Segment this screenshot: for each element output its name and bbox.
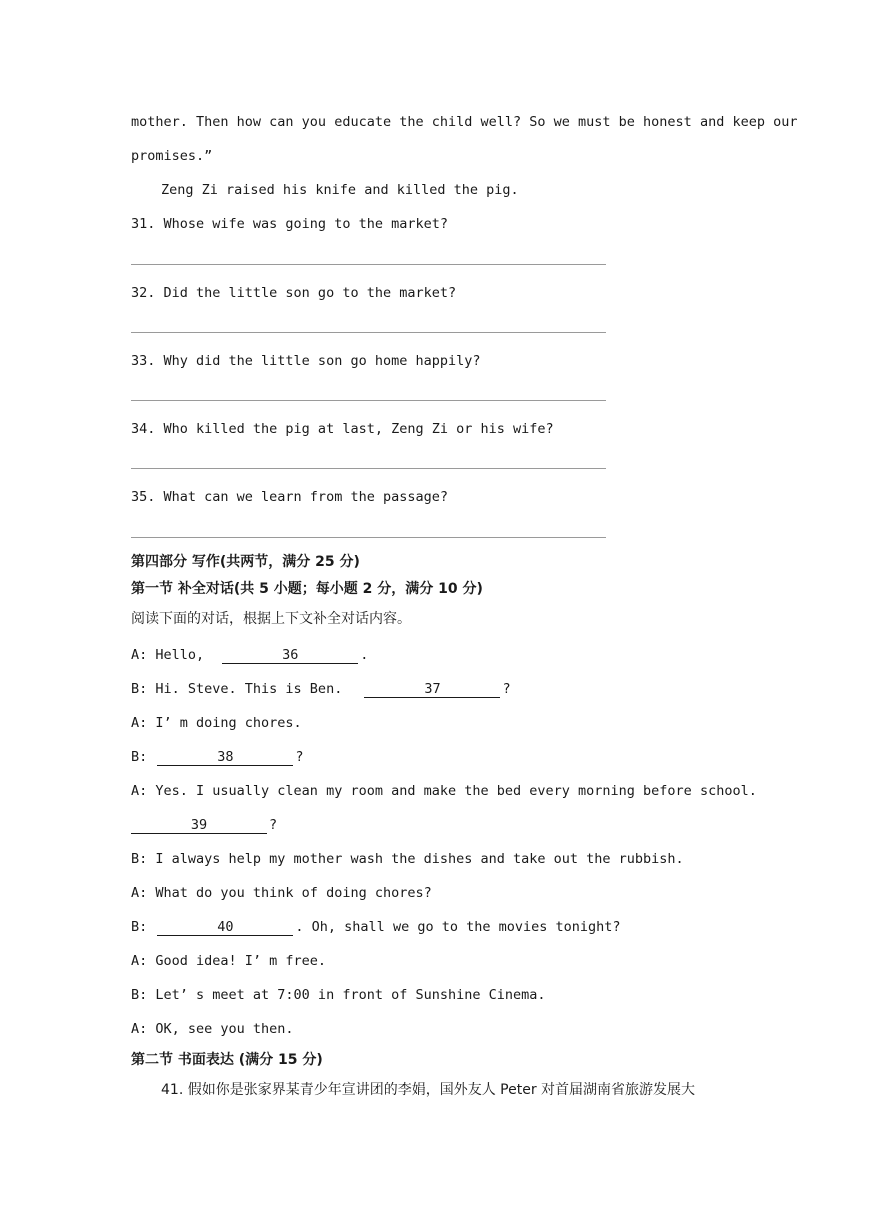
dialogue-line-4 xyxy=(131,748,304,766)
question-35: 35. What can we learn from the passage? xyxy=(131,489,448,505)
answer-line-32[interactable] xyxy=(131,332,606,333)
blank-37[interactable]: 37 xyxy=(364,682,500,698)
question-31: 31. Whose wife was going to the market? xyxy=(131,216,448,232)
section2-title: 第二节 书面表达 (满分 15 分) xyxy=(131,1052,323,1068)
dialogue-text: B: xyxy=(131,919,148,935)
dialogue-line-2 xyxy=(131,680,511,698)
dialogue-text: ? xyxy=(502,681,511,697)
dialogue-line-12: A: OK, see you then. xyxy=(131,1021,294,1037)
instruction: 阅读下面的对话，根据上下文补全对话内容。 xyxy=(131,611,411,627)
answer-line-34[interactable] xyxy=(131,468,606,469)
blank-38[interactable]: 38 xyxy=(157,750,293,766)
dialogue-line-8: A: What do you think of doing chores? xyxy=(131,885,432,901)
dialogue-text: ? xyxy=(269,817,278,833)
section1-title: 第一节 补全对话(共 5 小题；每小题 2 分，满分 10 分) xyxy=(131,581,483,597)
part4-title: 第四部分 写作(共两节，满分 25 分) xyxy=(131,554,360,570)
dialogue-line-10: A: Good idea! I’ m free. xyxy=(131,953,327,969)
dialogue-line-11: B: Let’ s meet at 7:00 in front of Sunshine Cinema. xyxy=(131,987,546,1003)
question-33: 33. Why did the little son go home happily? xyxy=(131,353,481,369)
passage-line: promises.” xyxy=(131,148,213,164)
dialogue-text: ? xyxy=(295,749,304,765)
question-41: 41. 假如你是张家界某青少年宣讲团的李娟，国外友人 Peter 对首届湖南省旅游发展大 xyxy=(161,1082,696,1098)
question-32: 32. Did the little son go to the market? xyxy=(131,285,457,301)
question-34: 34. Who killed the pig at last, Zeng Zi or his wife? xyxy=(131,421,554,437)
dialogue-text: A: Hello, xyxy=(131,647,205,663)
dialogue-line-5: A: Yes. I usually clean my room and make the bed every morning before school. xyxy=(131,783,757,799)
dialogue-line-9 xyxy=(131,918,621,936)
answer-line-33[interactable] xyxy=(131,400,606,401)
passage-line: mother. Then how can you educate the child well? So we must be honest and keep our xyxy=(131,114,798,130)
dialogue-text: . xyxy=(360,647,369,663)
answer-line-35[interactable] xyxy=(131,537,606,538)
blank-40[interactable]: 40 xyxy=(157,920,293,936)
answer-line-31[interactable] xyxy=(131,264,606,265)
dialogue-line-7: B: I always help my mother wash the dishes and take out the rubbish. xyxy=(131,851,684,867)
dialogue-line-6 xyxy=(131,816,277,834)
blank-39[interactable]: 39 xyxy=(131,818,267,834)
passage-line: Zeng Zi raised his knife and killed the pig. xyxy=(161,182,519,198)
dialogue-line-1 xyxy=(131,646,368,664)
dialogue-text: . Oh, shall we go to the movies tonight? xyxy=(295,919,621,935)
dialogue-text: B: Hi. Steve. This is Ben. xyxy=(131,681,343,697)
dialogue-line-3: A: I’ m doing chores. xyxy=(131,715,302,731)
blank-36[interactable]: 36 xyxy=(222,648,358,664)
dialogue-text: B: xyxy=(131,749,148,765)
